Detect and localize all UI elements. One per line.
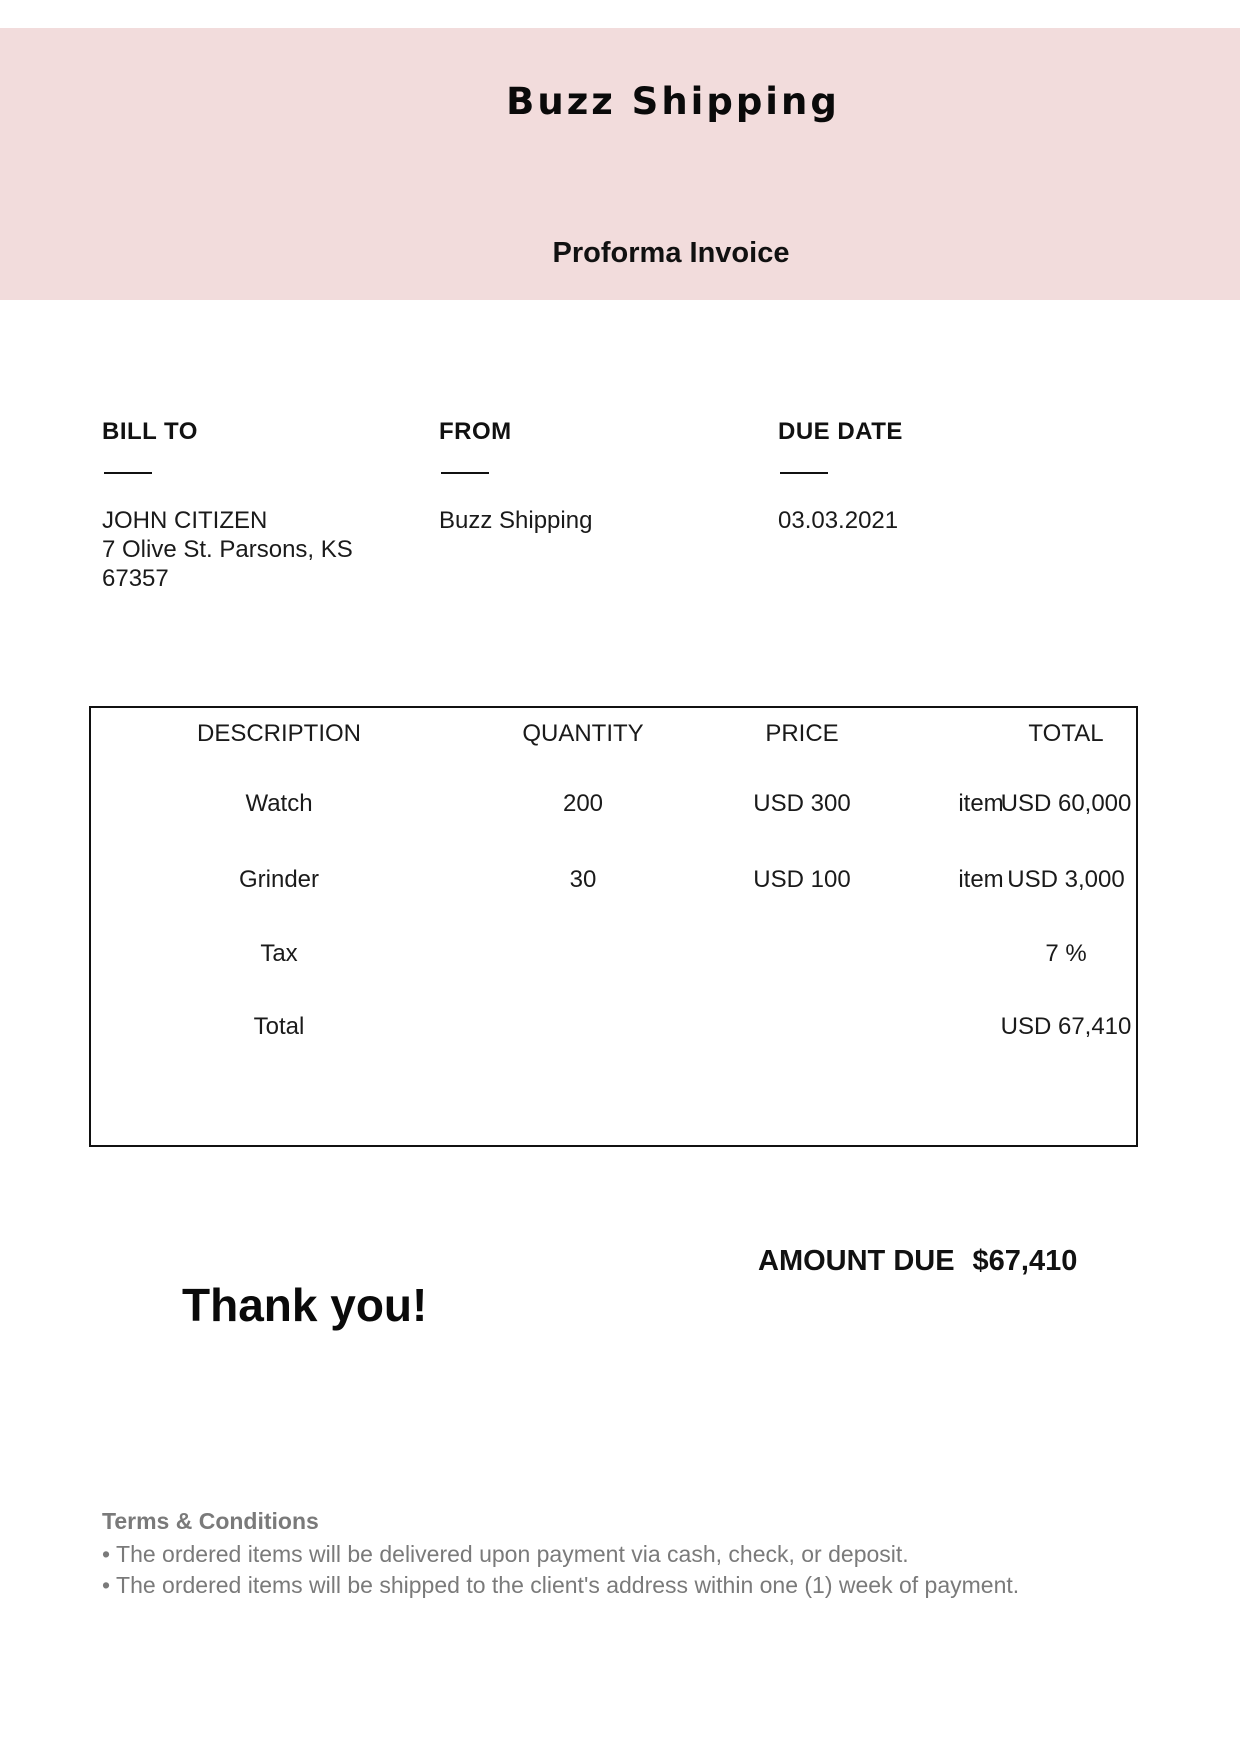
header-quantity: QUANTITY <box>522 720 644 747</box>
row-1-total: USD 60,000 <box>1000 790 1132 817</box>
due-date-heading: DUE DATE <box>778 418 903 445</box>
bill-to-address-line1: 7 Olive St. Parsons, KS <box>102 536 353 563</box>
header-price: PRICE <box>765 720 839 747</box>
thank-you-message: Thank you! <box>182 1279 428 1331</box>
row-2-description: Grinder <box>238 866 320 893</box>
row-2-price: USD 100 <box>753 866 851 893</box>
due-date-details <box>778 506 1078 535</box>
bill-to-heading: BILL TO <box>102 418 198 445</box>
bill-to-section <box>102 418 402 593</box>
due-date-section <box>778 418 1078 535</box>
amount-due-value: $67,410 <box>972 1245 1078 1277</box>
tax-label: Tax <box>260 940 298 967</box>
row-1-unit: item <box>958 790 1004 817</box>
bill-to-details <box>102 506 402 593</box>
from-section <box>439 418 739 535</box>
header-description: DESCRIPTION <box>196 720 361 747</box>
tax-value: 7 % <box>1045 940 1087 967</box>
row-1-quantity: 200 <box>562 790 604 817</box>
due-date-divider <box>780 472 828 474</box>
terms-line-1: • The ordered items will be delivered upon payment via cash, check, or deposit. <box>102 1541 909 1567</box>
amount-due-label: AMOUNT DUE <box>758 1245 955 1277</box>
due-date-value: 03.03.2021 <box>778 507 899 534</box>
terms-line-2: • The ordered items will be shipped to the client's address within one (1) week of payment. <box>102 1572 1020 1598</box>
row-1-price: USD 300 <box>753 790 851 817</box>
from-details <box>439 506 739 535</box>
row-1-description: Watch <box>245 790 313 817</box>
row-2-total: USD 3,000 <box>1007 866 1125 893</box>
row-2-quantity: 30 <box>569 866 597 893</box>
header-total: TOTAL <box>1028 720 1104 747</box>
terms-title: Terms & Conditions <box>102 1508 319 1534</box>
from-heading: FROM <box>439 418 512 445</box>
bill-to-address-line2: 67357 <box>102 565 169 592</box>
from-divider <box>441 472 489 474</box>
document-title: Proforma Invoice <box>552 237 790 269</box>
amount-due <box>758 1245 1077 1278</box>
terms-section <box>102 1508 1019 1601</box>
line-items-table <box>89 706 1138 1147</box>
grand-total-value: USD 67,410 <box>1000 1013 1132 1040</box>
bill-to-divider <box>104 472 152 474</box>
bill-to-name: JOHN CITIZEN <box>102 507 268 534</box>
company-name: Buzz Shipping <box>506 80 840 123</box>
from-name: Buzz Shipping <box>439 507 593 534</box>
grand-total-label: Total <box>253 1013 305 1040</box>
row-2-unit: item <box>958 866 1004 893</box>
